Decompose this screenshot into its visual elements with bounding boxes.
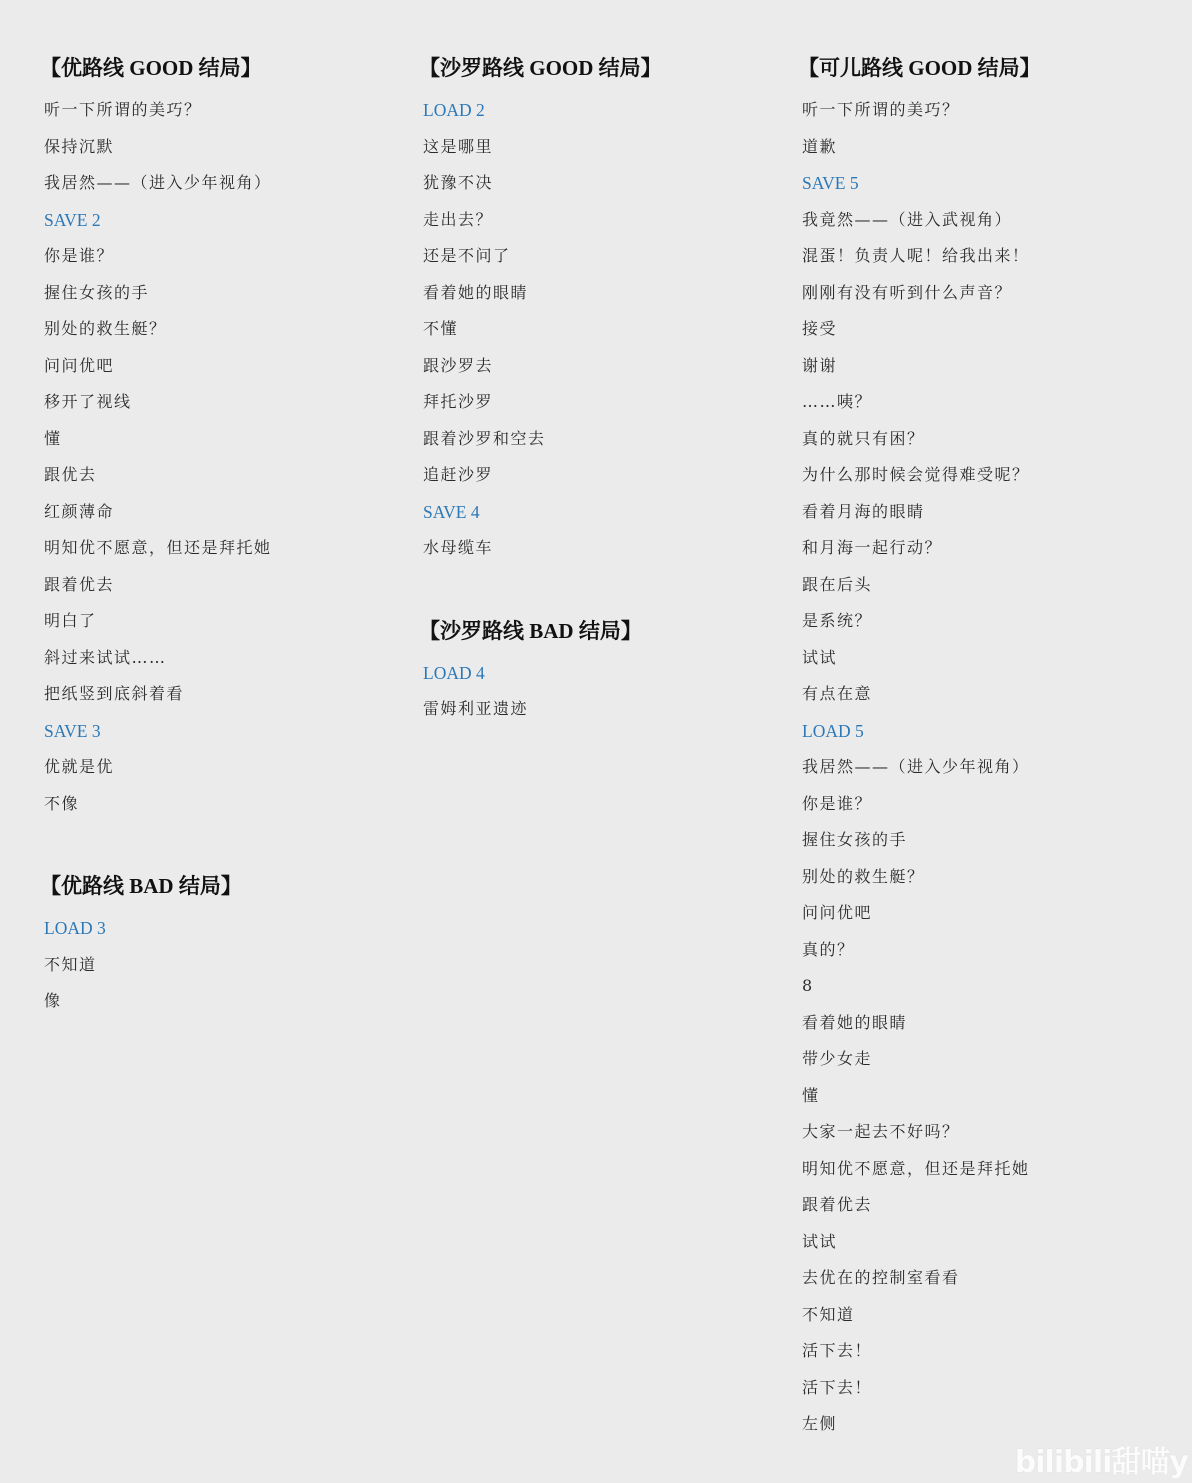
column-2 xyxy=(419,52,749,728)
choice-line: 雷姆利亚遗迹 xyxy=(423,699,529,718)
save-load-marker: LOAD 2 xyxy=(423,100,485,120)
choice-line: 不像 xyxy=(44,793,80,813)
choice-line: 跟着沙罗和空去 xyxy=(423,428,546,448)
choice-line: 刚刚有没有听到什么声音？ xyxy=(802,282,1013,302)
save-load-marker: LOAD 3 xyxy=(44,918,106,938)
choice-line: 活下去！ xyxy=(802,1377,873,1397)
choice-line: 带少女走 xyxy=(802,1049,873,1068)
route-section xyxy=(40,52,370,822)
choice-line: 左侧 xyxy=(802,1414,838,1433)
choice-line: 红颜薄命 xyxy=(44,501,115,521)
choice-line: 听一下所谓的美巧？ xyxy=(44,100,202,119)
choice-line: 优就是优 xyxy=(44,757,115,776)
choice-line: 明知优不愿意，但还是拜托她 xyxy=(44,538,272,557)
choice-line: 8 xyxy=(802,976,814,995)
save-load-marker: SAVE 5 xyxy=(802,173,859,193)
choice-line: 握住女孩的手 xyxy=(44,282,150,302)
choice-line: 不懂 xyxy=(423,319,459,338)
choice-line: 跟沙罗去 xyxy=(423,355,494,375)
choice-line: 看着她的眼睛 xyxy=(802,1012,908,1032)
choice-line: 和月海一起行动？ xyxy=(802,538,943,557)
section-title: 【优路线 BAD 结局】 xyxy=(40,874,242,898)
choice-line: 拜托沙罗 xyxy=(423,392,494,411)
choice-line: 移开了视线 xyxy=(44,392,132,411)
choice-line: 水母缆车 xyxy=(423,538,494,557)
route-section xyxy=(419,615,749,728)
choice-line: 握住女孩的手 xyxy=(802,830,908,849)
choice-line: 看着她的眼睛 xyxy=(423,282,529,302)
save-load-marker: SAVE 3 xyxy=(44,720,101,741)
choice-line: 试试 xyxy=(802,647,838,667)
choice-line: 跟着优去 xyxy=(802,1195,873,1214)
choice-line: 像 xyxy=(44,991,62,1010)
choice-line: 你是谁？ xyxy=(44,246,115,265)
choice-line: 懂 xyxy=(802,1085,820,1105)
choice-line: 跟着优去 xyxy=(44,574,115,594)
route-section xyxy=(419,52,749,567)
choice-line: 别处的救生艇？ xyxy=(802,866,925,886)
choice-line: 不知道 xyxy=(802,1304,855,1324)
save-load-marker: LOAD 4 xyxy=(423,662,485,683)
choice-line: 听一下所谓的美巧？ xyxy=(802,100,960,119)
choice-line: 保持沉默 xyxy=(44,136,115,156)
save-load-marker: LOAD 5 xyxy=(802,720,864,741)
choice-line: 别处的救生艇？ xyxy=(44,319,167,338)
choice-line: 我居然——（进入少年视角） xyxy=(44,173,272,192)
section-title: 【沙罗路线 BAD 结局】 xyxy=(419,618,642,643)
choice-line: 懂 xyxy=(44,428,62,448)
route-section xyxy=(40,870,370,1020)
choice-line: 问问优吧 xyxy=(802,903,873,922)
choice-line: 试试 xyxy=(802,1231,838,1251)
section-title: 【优路线 GOOD 结局】 xyxy=(40,56,262,80)
choice-line: 犹豫不决 xyxy=(423,173,494,192)
choice-line: 道歉 xyxy=(802,136,838,156)
choice-line: 看着月海的眼睛 xyxy=(802,501,925,521)
column-1 xyxy=(40,52,370,1020)
choice-line: 谢谢 xyxy=(802,355,838,375)
section-title: 【可儿路线 GOOD 结局】 xyxy=(798,56,1041,80)
choice-line: 我竟然——（进入武视角） xyxy=(802,209,1013,229)
save-load-marker: SAVE 4 xyxy=(423,501,480,522)
save-load-marker: SAVE 2 xyxy=(44,209,101,230)
choice-line: 走出去？ xyxy=(423,209,494,229)
choice-line: 问问优吧 xyxy=(44,355,115,375)
choice-line: 真的？ xyxy=(802,939,855,959)
choice-line: 明知优不愿意，但还是拜托她 xyxy=(802,1158,1030,1178)
section-title: 【沙罗路线 GOOD 结局】 xyxy=(419,56,662,80)
choice-line: 接受 xyxy=(802,319,838,338)
choice-line: 把纸竖到底斜着看 xyxy=(44,684,185,703)
choice-line: 混蛋！负责人呢！给我出来！ xyxy=(802,246,1030,265)
choice-line: 你是谁？ xyxy=(802,793,873,813)
choice-line: 追赶沙罗 xyxy=(423,465,494,484)
choice-line: 还是不问了 xyxy=(423,246,511,265)
choice-line: 活下去！ xyxy=(802,1341,873,1360)
choice-line: 大家一起去不好吗？ xyxy=(802,1122,960,1141)
choice-line: 有点在意 xyxy=(802,684,873,703)
choice-line: 斜过来试试…… xyxy=(44,647,167,667)
choice-line: 跟优去 xyxy=(44,465,97,484)
choice-line: 我居然——（进入少年视角） xyxy=(802,757,1030,776)
choice-line: 明白了 xyxy=(44,611,97,630)
choice-line: 这是哪里 xyxy=(423,136,494,156)
choice-line: 是系统？ xyxy=(802,611,873,630)
choice-line: 为什么那时候会觉得难受呢？ xyxy=(802,465,1030,484)
column-3 xyxy=(798,52,1128,1443)
choice-line: 真的就只有困？ xyxy=(802,428,925,448)
choice-line: 不知道 xyxy=(44,954,97,974)
choice-line: ……咦？ xyxy=(802,392,873,411)
watermark-logo: bilibili甜喵y xyxy=(1014,1445,1188,1480)
choice-line: 去优在的控制室看看 xyxy=(802,1268,960,1287)
choice-line: 跟在后头 xyxy=(802,574,873,594)
route-section xyxy=(798,52,1128,1443)
